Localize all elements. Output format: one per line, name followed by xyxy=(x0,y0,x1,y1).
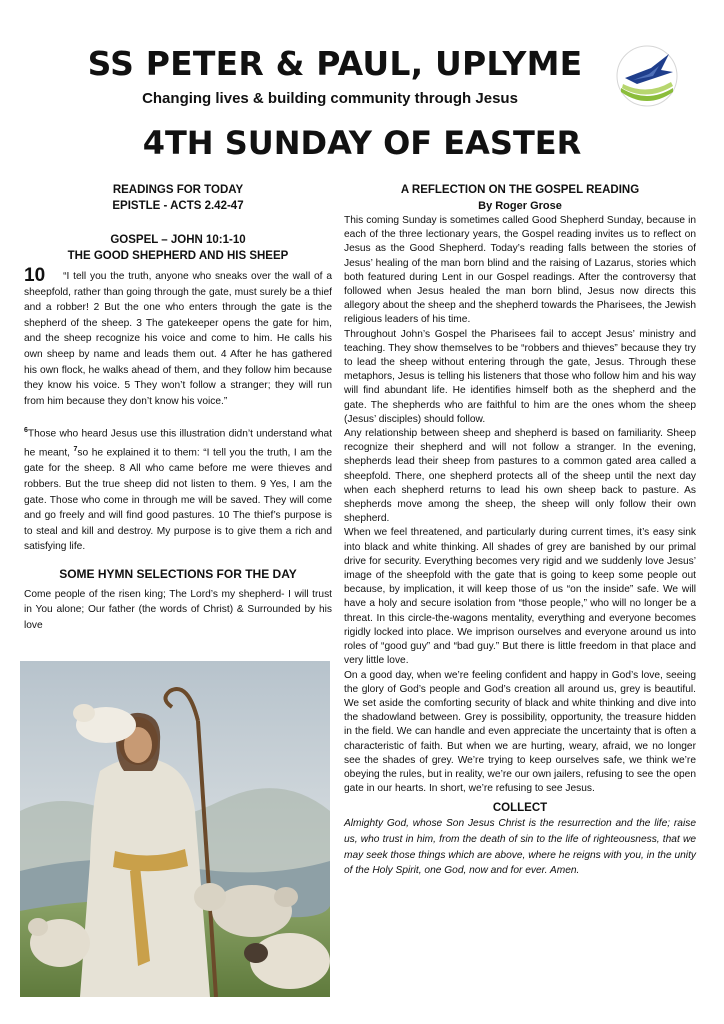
reflection-author: By Roger Grose xyxy=(478,200,562,212)
gospel-text xyxy=(24,265,333,555)
collect-heading: COLLECT xyxy=(492,802,548,815)
gospel-paragraph-text: Those who heard Jesus use this illustration didn’t understand what he meant, xyxy=(24,428,332,459)
reflection-paragraph: Any relationship between sheep and shepherd is based on familiarity. Sheep recognize their shepherd and will not follow a stranger. In the evening, shepherds lead their sheep from pastures to a common gated area called a sheepfold. There, one shepherd protects all of the sheep until the next day when each shepherd returns to lead his own sheep back to pasture. As shepherds move among the sheep, the sheep will only follow their own shepherd. xyxy=(344,428,696,525)
chapter-number: 10 xyxy=(24,265,46,286)
gospel-paragraph xyxy=(24,423,332,555)
gospel-reference: GOSPEL – JOHN 10:1-10 xyxy=(110,234,246,246)
gospel-paragraph-text: “I tell you the truth, anyone who sneaks over the wall of a sheepfold, rather than going through the gate, must surely be a thief and a robber! 2 But the one who enters through the gate is the shepherd of the sheep. 3 The gatekeeper opens the gate for him, and the sheep recognize his voice and come to him. He calls his own sheep by name and leads them out. 4 After he has gathered his own flock, he walks ahead of them, and they follow him because they know his voice. 5 They won’t follow a stranger; they will run from him because they don’t know his voice.” xyxy=(24,271,332,407)
gospel-paragraph xyxy=(24,265,332,409)
hymn-list: Come people of the risen king; The Lord’s my shepherd- I will trust in You alone; Our father (the words of Christ) & Surrounded by his love xyxy=(24,588,332,632)
reflection-paragraph: On a good day, when we’re feeling confident and happy in God’s love, seeing the glory of God’s people and God’s creation all around us, grey is beautiful. We set aside the comforting security of black and white thinking and dive into the shadowland between. Grey is possibility, opportunity, the treasure hidden in the field. We can handle and even appreciate the uncertainty that is often a characteristic of faith. But when we are hurting, weary, afraid, we no longer see the shades of grey. We’re trying to keep ourselves safe, we think we’re obeying the rules, but in reality, we’re our own jailers, refusing to see the open gate in our hearts. In short, we’re refusing to see Jesus. xyxy=(344,669,696,795)
reflection-body xyxy=(344,214,696,796)
epistle-reference: EPISTLE - ACTS 2.42-47 xyxy=(112,200,244,212)
gospel-paragraph-text: so he explained it to them: “I tell you the truth, I am the gate for the sheep. 8 All who came before me were thieves and robbers. But the true sheep did not listen to them. 9 Yes, I am the gate. Those who come in through me will be saved. They will come and go freely and will find good pastures. 10 The thief’s purpose is to steal and kill and destroy. My purpose is to give them a rich and satisfying life. xyxy=(24,447,333,553)
reflection-column xyxy=(344,182,696,879)
parish-tagline: Changing lives & building community through Jesus xyxy=(142,90,518,107)
reflection-heading: A REFLECTION ON THE GOSPEL READING xyxy=(400,184,640,196)
parish-title: SS PETER & PAUL, UPLYME xyxy=(87,44,583,83)
reflection-paragraph: When we feel threatened, and particularly during current times, it’s easy sink into black and white thinking. All shades of grey are banished by our primal drive for security. Everything becomes very rigid and we suddenly love Jesus’ image of the sheepfold with the gate that is going to keep some people out because, by implication, it will keep those of us “on the inside” safe. We will have a holy and secure isolation from “those people,” who will no longer be a threat. In this circle-the-wagons mentality, everything and everyone becomes rigidly locked into place. We imprison ourselves and everyone around us into roles of “good guy” and “bad guy.” But there is little freedom in that place and very little love. xyxy=(344,527,696,667)
hymn-heading: SOME HYMN SELECTIONS FOR THE DAY xyxy=(59,566,297,581)
reflection-paragraph: Throughout John’s Gospel the Pharisees fail to accept Jesus’ ministry and teaching. They show themselves to be “robbers and thieves” because they try to lead the sheep without entering through the gate, Jesus. Through these metaphors, Jesus is telling his listeners that those who follow him and his way will find abundant life. He identifies himself both as the shepherd and the gate. The shepherds who are faithful to him are the ones whom the sheep (Jesus’ disciples) should follow. xyxy=(344,328,696,425)
gospel-title: THE GOOD SHEPHERD AND HIS SHEEP xyxy=(67,250,289,262)
collect-text: Almighty God, whose Son Jesus Christ is the resurrection and the life; raise us, who trust in him, from the death of sin to the life of righteousness, that we may seek those things which are above, where he reigns with you, in the unity of the Holy Spirit, one God, now and for ever. Amen. xyxy=(344,818,696,877)
readings-heading: READINGS FOR TODAY xyxy=(112,184,244,196)
dove-logo-icon xyxy=(615,44,679,108)
verse-number: 6 xyxy=(24,427,28,435)
good-shepherd-painting xyxy=(20,661,330,997)
readings-column xyxy=(24,182,332,634)
verse-number: 7 xyxy=(73,446,78,454)
sunday-heading: 4TH SUNDAY OF EASTER xyxy=(142,124,582,162)
reflection-paragraph: This coming Sunday is sometimes called Good Shepherd Sunday, because in each of the three lectionary years, the Gospel reading invites us to reflect on Jesus as the Good Shepherd. Today’s reading falls between the stories of Jesus’ healing of the man born blind and the raising of Lazarus, stories which both featured during Lent in our Gospel readings. After the controversy that followed when Jesus healed the man born blind, Jesus now directs this allegory about the sheep and the shepherd towards the Pharisees, the Jewish religious leaders of his time. xyxy=(344,215,696,326)
